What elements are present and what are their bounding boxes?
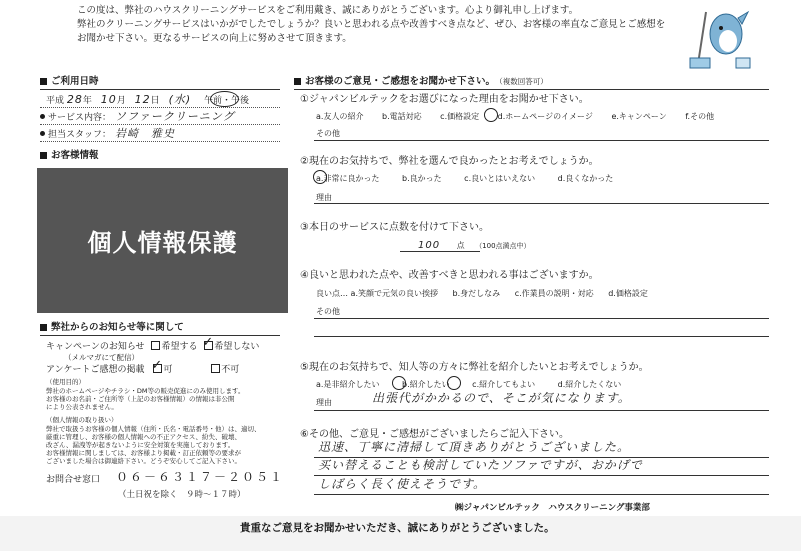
campaign-sub: （メルマガにて配信）: [64, 353, 139, 362]
weekday-value: (水): [168, 93, 192, 106]
campaign-nowish-option: 希望しない ✓: [202, 335, 260, 352]
dolphin-mascot-icon: [688, 6, 758, 72]
campaign-row: キャンペーンのお知らせ 希望する 希望しない ✓: [46, 335, 260, 352]
purpose-title: （使用目的）: [46, 378, 85, 386]
q1-option-d: d.ホームページのイメージ: [497, 112, 593, 121]
staff-row: 担当スタッフ： 岩崎 雅史: [40, 128, 175, 141]
intro-line-3: お聞かせ下さい。更なるサービスの向上に努めさせて頂きます。: [77, 33, 352, 44]
service-row: サービス内容： ソファークリーニング: [40, 111, 235, 124]
q1-option-b: b.電話対応: [382, 112, 422, 121]
q4-options: 良い点… a.笑顔で元気の良い挨拶 b.身だしなみ c.作業員の説明・対応 d.価格設定: [316, 289, 648, 298]
q2-options: [316, 173, 613, 184]
q2-option-d: d.良くなかった: [557, 174, 614, 183]
q1-other: その他: [316, 129, 340, 138]
privacy-policy-line: お客様情報に関しましては、お客様より掲載・訂正依頼等の要求が: [46, 449, 241, 457]
q4-option-a: a.笑顔で元気の良い挨拶: [350, 289, 438, 298]
staff-value: 岩崎 雅史: [115, 127, 176, 140]
q5-answer: 出張代がかかるので、そこが気になります。: [372, 391, 631, 405]
privacy-label: 個人情報保護: [87, 229, 238, 257]
am-selected-circle: [210, 91, 239, 107]
contact-row: お問合せ窓口: [46, 475, 101, 485]
q1-option-e: e.キャンペーン: [611, 112, 667, 121]
q1-options: [316, 111, 714, 122]
q5-option-a: a.是非紹介したい: [316, 380, 380, 389]
am-option: 午前: [204, 96, 223, 106]
q5-option-c: c.紹介してもよい: [472, 380, 536, 389]
intro-line-2: 弊社のクリーニングサービスはいかがでしたでしょうか？良いと思われる点や改善すべき点など、ぜひ、お客様の率直なご意見とご感想を: [77, 19, 666, 30]
day-value: 12: [134, 93, 151, 106]
q5-option-d: d.紹介したくない: [557, 380, 622, 389]
q1-title: ①ジャパンビルテックをお選びになった理由をお聞かせ下さい。: [300, 94, 589, 105]
company-name: ㈱ジャパンビルテック ハウスクリーニング事業部: [455, 503, 650, 513]
q5-reason: 理由: [316, 398, 332, 407]
notice-header: 弊社からのお知らせ等に関して: [40, 322, 184, 333]
year-value: 28: [66, 93, 83, 106]
q1-option-f: f.その他: [685, 112, 715, 121]
contact-hours: （土日祝を除く ９時～１７時）: [118, 490, 246, 500]
service-value: ソファークリーニング: [115, 110, 235, 123]
survey-row: アンケートご感想の掲載 可 ✓ 不可: [46, 358, 240, 375]
q5-selected-circle-b: [392, 376, 406, 390]
privacy-policy-line: 厳重に管理し、お客様の個人情報への不正アクセス、紛失、破壊、: [46, 433, 241, 441]
q1-option-c: c.価格設定: [440, 112, 480, 121]
privacy-policy-line: ございました場合は御連絡下さい。どうぞ安心してご記入下さい。: [46, 457, 241, 465]
q5-options: [316, 379, 621, 390]
survey-ok-option: 可 ✓: [151, 358, 173, 375]
usage-date-row: 平成 28年 10月 12日 (水) 午前・午後: [46, 93, 250, 106]
campaign-wish-option: 希望する: [151, 342, 197, 352]
q3-score-value: 100: [418, 240, 441, 251]
q4-other: その他: [316, 307, 340, 316]
q4-option-d: d.価格設定: [608, 289, 648, 298]
q3-title: ③本日のサービスに点数を付けて下さい。: [300, 222, 489, 233]
usage-header: ご利用日時: [40, 76, 99, 87]
pm-option: ・午後: [222, 96, 250, 106]
privacy-block: [37, 168, 288, 313]
q2-option-b: b.良かった: [402, 174, 442, 183]
q2-title: ②現在のお気持ちで、弊社を選んで良かったとお考えでしょうか。: [300, 156, 599, 167]
contact-phone: ０６－６３１７－２０５１: [116, 470, 285, 484]
q4-option-c: c.作業員の説明・対応: [514, 289, 594, 298]
q5-title: ⑤現在のお気持ちで、知人等の方々に弊社を紹介したいとお考えでしょうか。: [300, 362, 649, 373]
q6-answer-line: しばらく長く使えそうです。: [318, 477, 487, 491]
purpose-line: 弊社のホームページやチラシ・DM等の販売促進にのみ使用します。: [46, 387, 245, 395]
month-value: 10: [100, 93, 117, 106]
purpose-line: お客様のお名前・ご住所等（上記のお客様情報）の情報は非公開: [46, 395, 235, 403]
q6-answer-line: 买い替えることも検討していたソファですが、おかげで: [318, 458, 643, 472]
q1-selected-circle: [484, 108, 498, 122]
q1-option-a: a.友人の紹介: [316, 112, 364, 121]
q3-score-row: 100 点 （100点満点中）: [418, 240, 531, 251]
q4-title: ④良いと思われた点や、改善すべきと思われる事はございますか。: [300, 270, 599, 281]
opinion-header: お客様のご意見・ご感想をお聞かせ下さい。 （複数回答可）: [294, 76, 548, 87]
q2-reason: 理由: [316, 193, 332, 202]
q5-option-b: b.紹介したい: [402, 380, 450, 389]
intro-line-1: この度は、弊社のハウスクリーニングサービスをご利用戴き、誠にありがとうございます。心より御礼申し上げます。: [77, 5, 579, 16]
q2-option-c: c.良いとはいえない: [464, 174, 536, 183]
q6-answer-line: 迅速、丁寧に清掃して頂きありがとうございました。: [318, 440, 631, 454]
customer-header: お客様情報: [40, 150, 99, 161]
survey-ng-option: 不可: [211, 365, 239, 375]
q6-title: ⑥その他、ご意見・ご感想がございましたらご記入下さい。: [300, 429, 569, 440]
q2-selected-circle: [313, 170, 327, 184]
purpose-line: により公表されません。: [46, 403, 118, 411]
footer-message: 貴重なご意見をお聞かせいただき、誠にありがとうございました。: [240, 522, 555, 534]
privacy-policy-line: 弊社で取扱うお客様の個人情報（住所・氏名・電話番号・他）は、適切、: [46, 425, 261, 433]
privacy-policy-line: 改ざん、漏洩等が起きないように安全対策を実施しております。: [46, 441, 235, 449]
q5-selected-circle-c: [447, 376, 461, 390]
q4-option-b: b.身だしなみ: [452, 289, 501, 298]
q2-option-a: a.非常に良かった: [316, 174, 380, 183]
privacy-policy-title: （個人情報の取り扱い）: [46, 416, 118, 424]
